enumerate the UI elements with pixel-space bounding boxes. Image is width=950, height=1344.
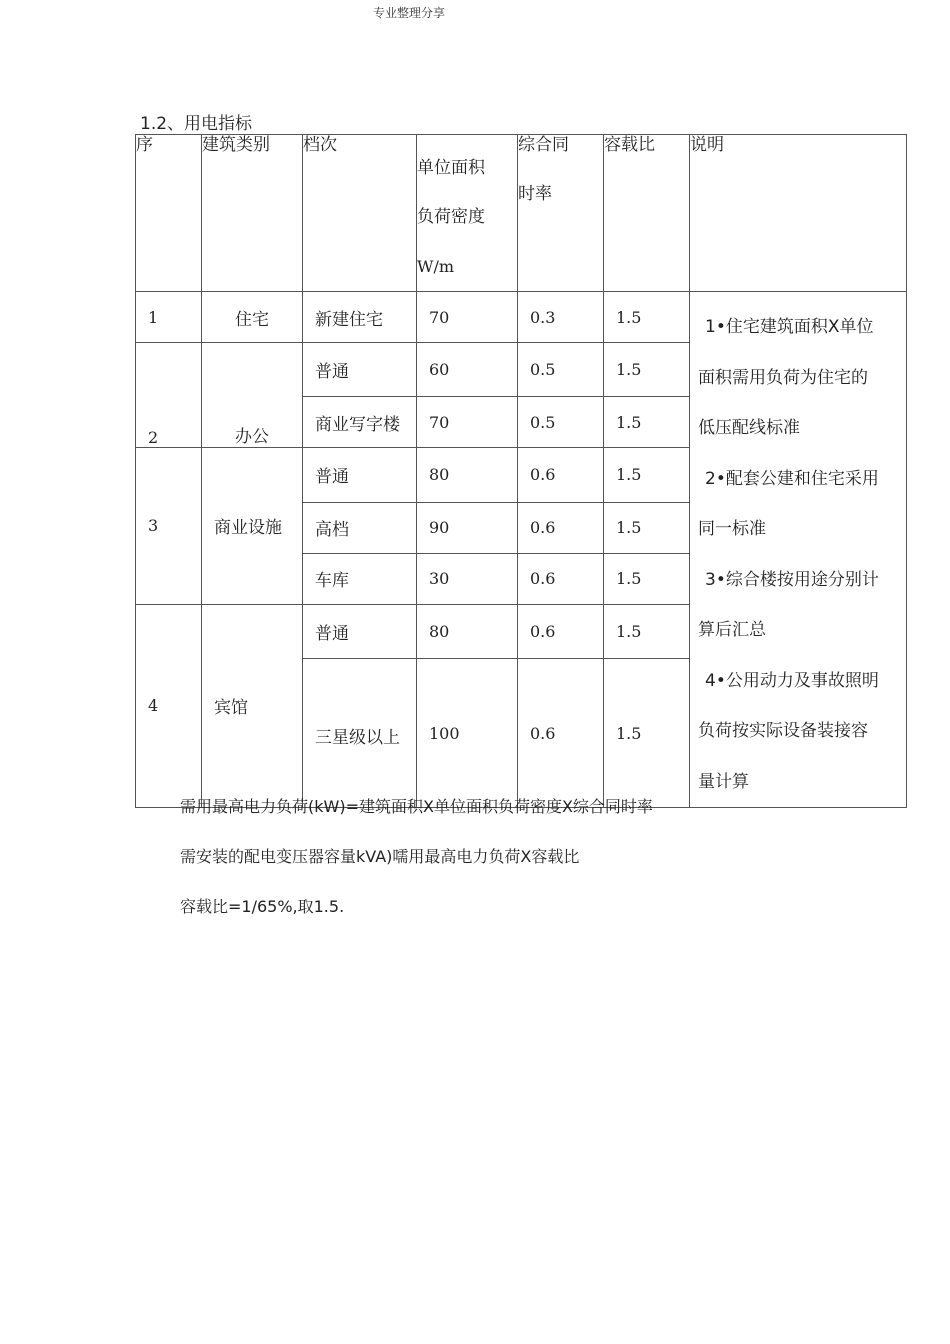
- cell-density: 60: [417, 343, 518, 397]
- cell-density: 90: [417, 502, 518, 553]
- header-note: 专业整理分享: [373, 6, 446, 20]
- header-notes: 说明: [690, 135, 907, 292]
- note-line: 4•公用动力及事故照明: [705, 670, 879, 691]
- cell-grade: 高档: [303, 502, 417, 553]
- cell-capacity-ratio: 1.5: [604, 553, 690, 604]
- header-grade: 档次: [303, 135, 417, 292]
- cell-simultaneity: 0.6: [518, 659, 604, 808]
- cell-category: 住宅: [202, 292, 303, 343]
- cell-density: 70: [417, 397, 518, 448]
- note-line: 面积需用负荷为住宅的: [698, 367, 868, 388]
- cell-density: 80: [417, 448, 518, 502]
- cell-seq: 4: [136, 604, 202, 807]
- cell-grade: 车库: [303, 553, 417, 604]
- table-header-row: [136, 135, 907, 292]
- header-simultaneity: 综合同 时率: [518, 135, 604, 292]
- formula-transformer-capacity: 需安装的配电变压器容量kVA)嚅用最高电力负荷X容载比: [180, 847, 580, 866]
- cell-simultaneity: 0.3: [518, 292, 604, 343]
- cell-capacity-ratio: 1.5: [604, 397, 690, 448]
- cell-simultaneity: 0.6: [518, 502, 604, 553]
- cell-capacity-ratio: 1.5: [604, 659, 690, 808]
- cell-grade: 普通: [303, 448, 417, 502]
- note-line: 同一标准: [698, 519, 766, 539]
- cell-seq: 2: [136, 343, 202, 448]
- power-index-table: [135, 134, 907, 808]
- cell-seq: 3: [136, 448, 202, 604]
- note-line: 算后汇总: [698, 620, 766, 640]
- note-line: 负荷按实际设备装接容: [698, 721, 868, 741]
- table-row: [136, 292, 907, 343]
- cell-capacity-ratio: 1.5: [604, 502, 690, 553]
- cell-grade: 商业写字楼: [303, 397, 417, 448]
- cell-grade: 新建住宅: [303, 292, 417, 343]
- cell-grade: 普通: [303, 343, 417, 397]
- cell-simultaneity: 0.6: [518, 553, 604, 604]
- note-line: 1•住宅建筑面积X单位: [705, 317, 874, 337]
- header-capacity-ratio: 容载比: [604, 135, 690, 292]
- cell-simultaneity: 0.6: [518, 448, 604, 502]
- header-density: 单位面积 负荷密度 W/m: [417, 135, 518, 292]
- cell-grade: 三星级以上: [303, 659, 417, 808]
- cell-capacity-ratio: 1.5: [604, 292, 690, 343]
- cell-capacity-ratio: 1.5: [604, 448, 690, 502]
- cell-density: 80: [417, 604, 518, 658]
- cell-simultaneity: 0.6: [518, 604, 604, 658]
- cell-density: 70: [417, 292, 518, 343]
- cell-capacity-ratio: 1.5: [604, 604, 690, 658]
- note-line: 3•综合楼按用途分别计: [705, 569, 879, 590]
- cell-category: 商业设施: [202, 448, 303, 604]
- cell-density: 100: [417, 659, 518, 808]
- cell-category: 办公: [202, 343, 303, 448]
- note-line: 量计算: [698, 771, 749, 792]
- header-seq: 序: [136, 135, 202, 292]
- cell-grade: 普通: [303, 604, 417, 658]
- formula-max-load: 需用最高电力负荷(kW)=建筑面积X单位面积负荷密度X综合同时率: [180, 797, 653, 816]
- cell-simultaneity: 0.5: [518, 397, 604, 448]
- cell-seq: 1: [136, 292, 202, 343]
- cell-density: 30: [417, 553, 518, 604]
- cell-simultaneity: 0.5: [518, 343, 604, 397]
- cell-category: 宾馆: [202, 604, 303, 807]
- section-title: 1.2、用电指标: [140, 114, 253, 134]
- cell-capacity-ratio: 1.5: [604, 343, 690, 397]
- note-line: 低压配线标准: [698, 418, 800, 438]
- note-line: 2•配套公建和住宅采用: [705, 468, 879, 489]
- header-category: 建筑类别: [202, 135, 303, 292]
- formula-capacity-ratio: 容载比=1/65%,取1.5.: [180, 897, 345, 916]
- notes-cell: [690, 292, 907, 808]
